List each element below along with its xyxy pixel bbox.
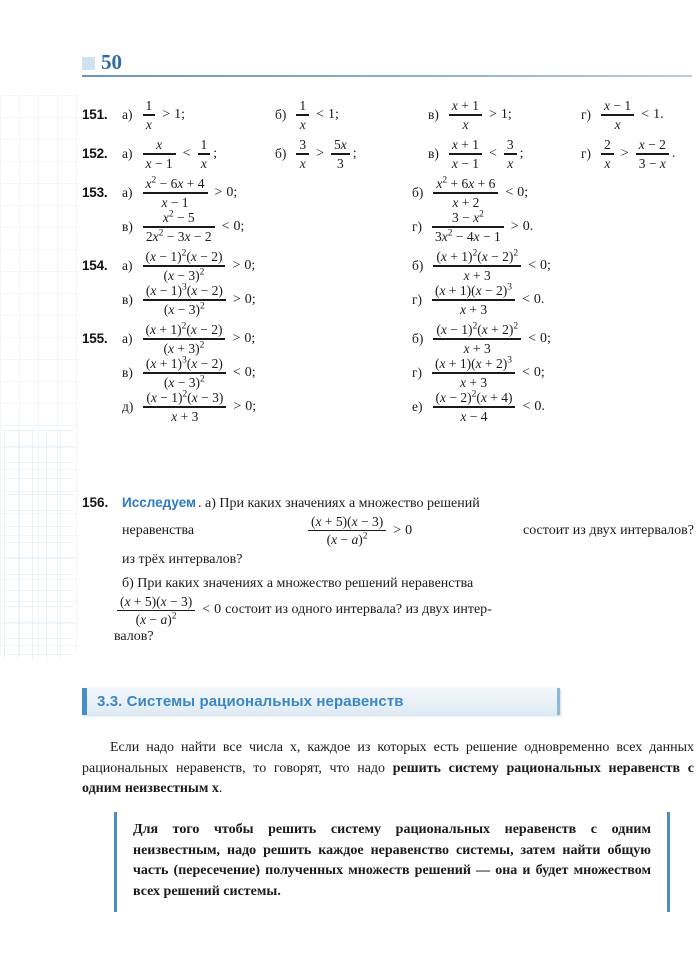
- exercise-expression: $\frac{3 - x^2}{3x^2 - 4x - 1}$ > 0.: [429, 210, 533, 244]
- exercise-part: [412, 390, 700, 424]
- exercise-number: 156.: [82, 495, 109, 510]
- body-paragraph: [82, 738, 694, 800]
- exercise-row: [122, 210, 700, 244]
- exercise-part: [122, 356, 412, 390]
- exercise-part-label: г): [412, 219, 423, 234]
- problem-156-part-a-word: неравенства: [122, 522, 195, 538]
- exercise-part-label: в): [122, 292, 133, 307]
- problem-156-part-b-line1: б) При каких значениях a множество решений неравенства: [122, 575, 474, 591]
- exercise-number: 153.: [82, 185, 108, 200]
- problem-156-part-b-tail: состоит из одного интервала? из двух интер-: [225, 602, 492, 618]
- exercise-part: [122, 390, 412, 424]
- exercise-expression: $\frac{x + 1}{x}$ > 1;: [446, 98, 512, 132]
- exercise-part-label: б): [412, 185, 424, 200]
- exercise-part-label: в): [428, 146, 439, 161]
- problem-156-part-a-tail: состоит из двух интервалов?: [522, 522, 694, 538]
- exercise-number: 151.: [82, 107, 108, 122]
- exercise-expression: $\frac{(x - 2)^2(x + 4)}{x - 4}$ < 0.: [430, 390, 545, 424]
- body-text-bold: решить систему рациональных неравенств с одним неизвестным x: [82, 760, 694, 796]
- exercise-part-label: а): [122, 331, 133, 346]
- header-divider: [82, 75, 692, 77]
- exercise-number: 152.: [82, 146, 108, 161]
- body-text-after: .: [218, 781, 223, 796]
- exercise-expression: $\frac{x}{x - 1}$ < $\frac{1}{x}$ ;: [140, 137, 218, 171]
- rule-box-text: Для того чтобы решить систему рациональных неравенств с одним неизвестным, надо решить каждое неравенство системы, затем найти общую часть (пересечение) полученных множеств решений — она и будет множеством всех решений системы.: [133, 822, 651, 899]
- exercise-expression: $\frac{x^2 - 5}{2x^2 - 3x - 2}$ < 0;: [140, 210, 245, 244]
- exercise-row: [122, 98, 700, 132]
- exercise-part-label: в): [122, 365, 133, 380]
- exercise-expression: $\frac{(x - 1)^2(x - 3)}{x + 3}$ > 0;: [140, 390, 256, 424]
- exercise-body: [122, 137, 700, 171]
- exercise-row: [122, 176, 700, 210]
- exercise-row: [122, 249, 700, 283]
- exercise-part-label: г): [581, 107, 592, 122]
- exercise-part: [275, 137, 428, 171]
- problem-156: [82, 493, 694, 647]
- exercise-part: [412, 210, 700, 244]
- exercise-151: [82, 98, 694, 132]
- exercise-part: [412, 249, 700, 283]
- exercise-part: [122, 137, 275, 171]
- exercise-body: [122, 98, 700, 132]
- exercise-part: [428, 137, 581, 171]
- exercise-part: [412, 356, 700, 390]
- section-heading: [82, 688, 560, 715]
- problem-156-part-a-expression: $\frac{(x + 5)(x - 3)}{(x - a)^2}$ > 0: [305, 514, 412, 548]
- exercise-part-label: а): [122, 258, 133, 273]
- exercise-expression: $\frac{3}{x}$ > $\frac{5x}{3}$ ;: [293, 137, 356, 171]
- exercise-expression: $\frac{x - 1}{x}$ < 1.: [598, 98, 664, 132]
- exercise-row: [122, 322, 700, 356]
- problem-156-part-a-line3: из трёх интервалов?: [122, 551, 243, 567]
- exercise-row: [122, 137, 700, 171]
- exercise-153: [82, 176, 694, 244]
- exercise-part: [412, 322, 700, 356]
- exercise-part: [122, 176, 412, 210]
- rule-box: [114, 812, 670, 912]
- exercise-expression: $\frac{(x + 1)(x - 2)^3}{x + 3}$ < 0.: [429, 283, 544, 317]
- exercise-list: [82, 98, 694, 429]
- research-label-punct: .: [198, 496, 202, 511]
- exercise-part-label: а): [122, 107, 133, 122]
- exercise-part-label: г): [412, 292, 423, 307]
- exercise-expression: $\frac{1}{x}$ < 1;: [293, 98, 339, 132]
- exercise-part: [581, 98, 700, 132]
- exercise-part: [275, 98, 428, 132]
- page-header: [82, 48, 692, 77]
- problem-156-part-b-line3: валов?: [114, 629, 154, 645]
- problem-156-part-a-line1: а) При каких значениях a множество решений: [205, 496, 480, 511]
- exercise-expression: $\frac{x^2 - 6x + 4}{x - 1}$ > 0;: [140, 176, 238, 210]
- exercise-expression: $\frac{(x - 1)^3(x - 2)}{(x - 3)^2}$ > 0;: [140, 283, 256, 317]
- exercise-part-label: б): [412, 331, 424, 346]
- exercise-body: [122, 176, 700, 244]
- exercise-expression: $\frac{x + 1}{x - 1}$ < $\frac{3}{x}$ ;: [446, 137, 524, 171]
- exercise-row: [122, 283, 700, 317]
- exercise-part: [428, 98, 581, 132]
- exercise-part-label: а): [122, 146, 133, 161]
- exercise-part: [412, 283, 700, 317]
- exercise-part-label: д): [122, 399, 134, 414]
- exercise-part-label: б): [275, 146, 287, 161]
- exercise-part-label: а): [122, 185, 133, 200]
- exercise-154: [82, 249, 694, 317]
- decorative-grid-pattern-secondary: [4, 430, 74, 660]
- exercise-part: [581, 137, 700, 171]
- exercise-part-label: б): [275, 107, 287, 122]
- decorative-grid-pattern: [0, 95, 78, 655]
- exercise-part-label: в): [428, 107, 439, 122]
- research-label: Исследуем: [122, 495, 197, 510]
- body-text-before: Если надо найти все числа x, каждое из которых есть решение одновременно всех данных рациональных неравенств, то говорят, что надо: [82, 740, 694, 776]
- exercise-part: [122, 249, 412, 283]
- section-heading-label: 3.3. Системы рациональных неравенств: [97, 693, 404, 710]
- exercise-expression: $\frac{(x - 1)^2(x + 2)^2}{x + 3}$ < 0;: [430, 322, 551, 356]
- exercise-expression: $\frac{(x + 1)^2(x - 2)^2}{x + 3}$ < 0;: [430, 249, 551, 283]
- exercise-row: [122, 356, 700, 390]
- exercise-expression: $\frac{2}{x}$ > $\frac{x - 2}{3 - x}$ .: [598, 137, 675, 171]
- exercise-part-label: б): [412, 258, 424, 273]
- exercise-expression: $\frac{1}{x}$ > 1;: [140, 98, 186, 132]
- exercise-row: [122, 390, 700, 424]
- exercise-152: [82, 137, 694, 171]
- blue-square-icon: [82, 57, 95, 70]
- exercise-body: [122, 322, 700, 424]
- exercise-part-label: е): [412, 399, 423, 414]
- exercise-part-label: г): [581, 146, 592, 161]
- exercise-part: [122, 322, 412, 356]
- exercise-expression: $\frac{(x + 1)^2(x - 2)}{(x + 3)^2}$ > 0;: [140, 322, 256, 356]
- exercise-body: [122, 249, 700, 317]
- exercise-expression: $\frac{(x + 1)(x + 2)^3}{x + 3}$ < 0;: [429, 356, 545, 390]
- exercise-expression: $\frac{x^2 + 6x + 6}{x + 2}$ < 0;: [430, 176, 528, 210]
- exercise-expression: $\frac{(x + 1)^3(x - 2)}{(x - 3)^2}$ < 0;: [140, 356, 256, 390]
- exercise-part-label: г): [412, 365, 423, 380]
- exercise-number: 155.: [82, 331, 108, 346]
- exercise-expression: $\frac{(x - 1)^2(x - 2)}{(x - 3)^2}$ > 0;: [140, 249, 256, 283]
- exercise-part: [122, 210, 412, 244]
- exercise-number: 154.: [82, 258, 108, 273]
- exercise-part: [122, 98, 275, 132]
- exercise-155: [82, 322, 694, 424]
- exercise-part: [122, 283, 412, 317]
- problem-156-part-b-expression: $\frac{(x + 5)(x - 3)}{(x - a)^2}$ < 0: [114, 594, 221, 628]
- exercise-part: [412, 176, 700, 210]
- page-number: 50: [101, 50, 122, 74]
- exercise-part-label: в): [122, 219, 133, 234]
